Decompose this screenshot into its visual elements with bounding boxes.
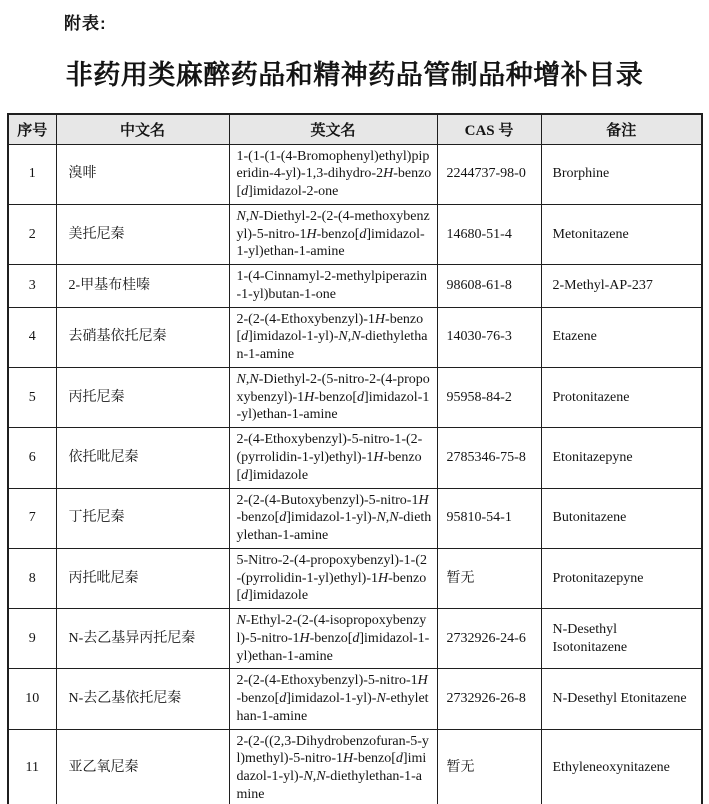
row-number-cell: 7	[8, 488, 56, 548]
english-name-cell: 2-(2-((2,3-Dihydrobenzofuran-5-yl)methyl)-5-nitro-1H-benzo[d]imidazol-1-yl)-N,N-diethylethan-1-amine	[229, 729, 437, 804]
table-row	[8, 144, 702, 204]
english-name-cell: 2-(2-(4-Ethoxybenzyl)-1H-benzo[d]imidazol-1-yl)-N,N-diethylethan-1-amine	[229, 307, 437, 367]
cas-number-cell: 95810-54-1	[437, 488, 541, 548]
chinese-name-cell: 亚乙氧尼秦	[56, 729, 229, 804]
table-header-row	[8, 114, 702, 144]
chinese-name-cell: 丁托尼秦	[56, 488, 229, 548]
remark-cell: N-Desethyl Isotonitazene	[541, 609, 702, 669]
table-row	[8, 548, 702, 608]
chinese-name-cell: 2-甲基布桂嗪	[56, 265, 229, 308]
row-number-cell: 6	[8, 428, 56, 488]
remark-cell: N-Desethyl Etonitazene	[541, 669, 702, 729]
remark-cell: Etonitazepyne	[541, 428, 702, 488]
english-name-cell: N,N-Diethyl-2-(2-(4-methoxybenzyl)-5-nitro-1H-benzo[d]imidazol-1-yl)ethan-1-amine	[229, 204, 437, 264]
table-row	[8, 669, 702, 729]
cas-number-cell: 2244737-98-0	[437, 144, 541, 204]
remark-cell: Ethyleneoxynitazene	[541, 729, 702, 804]
remark-cell: Protonitazene	[541, 367, 702, 427]
row-number-cell: 5	[8, 367, 56, 427]
table-row	[8, 488, 702, 548]
row-number-cell: 10	[8, 669, 56, 729]
chinese-name-cell: 丙托尼秦	[56, 367, 229, 427]
chinese-name-cell: N-去乙基依托尼秦	[56, 669, 229, 729]
english-name-cell: 1-(4-Cinnamyl-2-methylpiperazin-1-yl)butan-1-one	[229, 265, 437, 308]
row-number-cell: 8	[8, 548, 56, 608]
row-number-cell: 2	[8, 204, 56, 264]
cas-number-cell: 14030-76-3	[437, 307, 541, 367]
header-cell-english-name: 英文名	[229, 114, 437, 144]
row-number-cell: 4	[8, 307, 56, 367]
header-cell-serial-number: 序号	[8, 114, 56, 144]
row-number-cell: 11	[8, 729, 56, 804]
cas-number-cell: 2785346-75-8	[437, 428, 541, 488]
chinese-name-cell: 丙托吡尼秦	[56, 548, 229, 608]
english-name-cell: N,N-Diethyl-2-(5-nitro-2-(4-propoxybenzyl)-1H-benzo[d]imidazol-1-yl)ethan-1-amine	[229, 367, 437, 427]
chinese-name-cell: 依托吡尼秦	[56, 428, 229, 488]
cas-number-cell: 暂无	[437, 548, 541, 608]
cas-number-cell: 14680-51-4	[437, 204, 541, 264]
cas-number-cell: 95958-84-2	[437, 367, 541, 427]
header-cell-chinese-name: 中文名	[56, 114, 229, 144]
remark-cell: Brorphine	[541, 144, 702, 204]
catalog-table	[7, 113, 703, 804]
cas-number-cell: 2732926-26-8	[437, 669, 541, 729]
row-number-cell: 9	[8, 609, 56, 669]
english-name-cell: N-Ethyl-2-(2-(4-isopropoxybenzyl)-5-nitro-1H-benzo[d]imidazol-1-yl)ethan-1-amine	[229, 609, 437, 669]
table-body	[8, 144, 702, 804]
table-row	[8, 307, 702, 367]
cas-number-cell: 暂无	[437, 729, 541, 804]
table-row	[8, 428, 702, 488]
cas-number-cell: 98608-61-8	[437, 265, 541, 308]
chinese-name-cell: N-去乙基异丙托尼秦	[56, 609, 229, 669]
remark-cell: Metonitazene	[541, 204, 702, 264]
english-name-cell: 1-(1-(1-(4-Bromophenyl)ethyl)piperidin-4-yl)-1,3-dihydro-2H-benzo[d]imidazol-2-one	[229, 144, 437, 204]
document-page	[0, 9, 709, 804]
page-title: 非药用类麻醉药品和精神药品管制品种增补目录	[65, 60, 644, 90]
english-name-cell: 2-(2-(4-Ethoxybenzyl)-5-nitro-1H-benzo[d]imidazol-1-yl)-N-ethylethan-1-amine	[229, 669, 437, 729]
table-row	[8, 367, 702, 427]
english-name-cell: 2-(2-(4-Butoxybenzyl)-5-nitro-1H-benzo[d]imidazol-1-yl)-N,N-diethylethan-1-amine	[229, 488, 437, 548]
english-name-cell: 2-(4-Ethoxybenzyl)-5-nitro-1-(2-(pyrrolidin-1-yl)ethyl)-1H-benzo[d]imidazole	[229, 428, 437, 488]
table-row	[8, 204, 702, 264]
chinese-name-cell: 美托尼秦	[56, 204, 229, 264]
appendix-label: 附表:	[64, 14, 107, 33]
table-row	[8, 729, 702, 804]
chinese-name-cell: 去硝基依托尼秦	[56, 307, 229, 367]
english-name-cell: 5-Nitro-2-(4-propoxybenzyl)-1-(2-(pyrrolidin-1-yl)ethyl)-1H-benzo[d]imidazole	[229, 548, 437, 608]
row-number-cell: 3	[8, 265, 56, 308]
remark-cell: 2-Methyl-AP-237	[541, 265, 702, 308]
header-cell-remark: 备注	[541, 114, 702, 144]
remark-cell: Etazene	[541, 307, 702, 367]
header-cell-cas-number: CAS 号	[437, 114, 541, 144]
cas-number-cell: 2732926-24-6	[437, 609, 541, 669]
remark-cell: Butonitazene	[541, 488, 702, 548]
chinese-name-cell: 溴啡	[56, 144, 229, 204]
table-row	[8, 265, 702, 308]
table-row	[8, 609, 702, 669]
row-number-cell: 1	[8, 144, 56, 204]
remark-cell: Protonitazepyne	[541, 548, 702, 608]
